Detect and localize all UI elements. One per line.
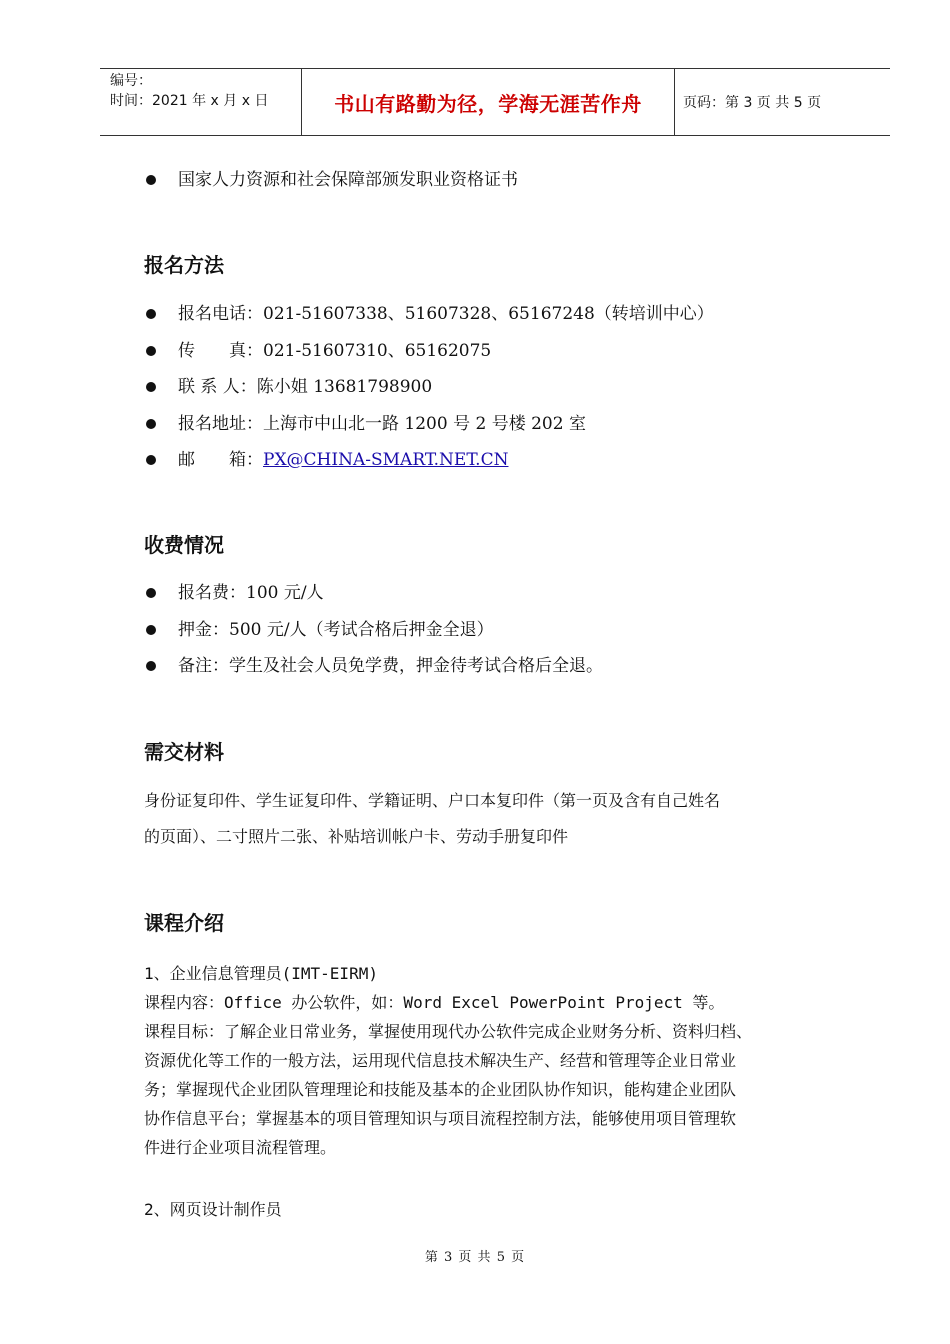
header-motto-cell	[301, 69, 675, 135]
header-meta	[100, 69, 301, 135]
materials-heading: 需交材料	[144, 740, 224, 764]
bullet-icon	[146, 346, 156, 356]
email-label: 邮 箱：	[178, 450, 263, 470]
materials-text: 身份证复印件、学生证复印件、学籍证明、户口本复印件（第一页及含有自己姓名 的页面）、二寸照片二张、补贴培训帐户卡、劳动手册复印件	[144, 791, 721, 846]
contact-text: 联 系 人：陈小姐 13681798900	[178, 377, 433, 397]
fax-text: 传 真：021-51607310、65162075	[178, 341, 492, 361]
bullet-icon	[146, 382, 156, 392]
page-footer: 第 3 页 共 5 页	[424, 1250, 526, 1265]
bullet-icon	[146, 419, 156, 429]
fees-heading: 收费情况	[144, 533, 224, 557]
phone-text: 报名电话：021-51607338、51607328、65167248（转培训中心）	[178, 304, 714, 324]
bullet-icon	[146, 175, 156, 185]
bullet-icon	[146, 625, 156, 635]
bullet-icon	[146, 661, 156, 671]
number-label: 编号：	[110, 73, 152, 89]
time-label: 时间：2021 年 x 月 x 日	[110, 93, 269, 109]
bullet-icon	[146, 309, 156, 319]
header-page-cell	[675, 69, 890, 135]
registration-heading: 报名方法	[144, 253, 224, 277]
motto: 书山有路勤为径，学海无涯苦作舟	[334, 91, 642, 116]
address-text: 报名地址：上海市中山北一路 1200 号 2 号楼 202 室	[178, 414, 586, 434]
course-item-2: 2、网页设计制作员	[144, 1200, 282, 1219]
bullet-icon	[146, 588, 156, 598]
page-header	[100, 68, 890, 136]
course-heading: 课程介绍	[144, 911, 224, 935]
course-text: 1、企业信息管理员(IMT-EIRM) 课程内容：Office 办公软件，如：Word Excel PowerPoint Project 等。 课程目标：了解企业日常业务，掌握使用现代办公软件完成企业财务分析、资料归档、 资源优化等工作的一般方法，运用现代信息技术解决生产、经营和管理等企业日常业 务；掌握现代企业团队管理理论和技能及基本的企业团队协作知识，能构建企业团队 协作信息平台；掌握基本的项目管理知识与项目流程控制方法，能够使用项目管理软 件进行企业项目流程管理。	[144, 964, 753, 1157]
email-link[interactable]: PX@CHINA-SMART.NET.CN	[263, 450, 509, 470]
bullet-icon	[146, 455, 156, 465]
page-label: 页码：第 3 页 共 5 页	[683, 95, 822, 111]
